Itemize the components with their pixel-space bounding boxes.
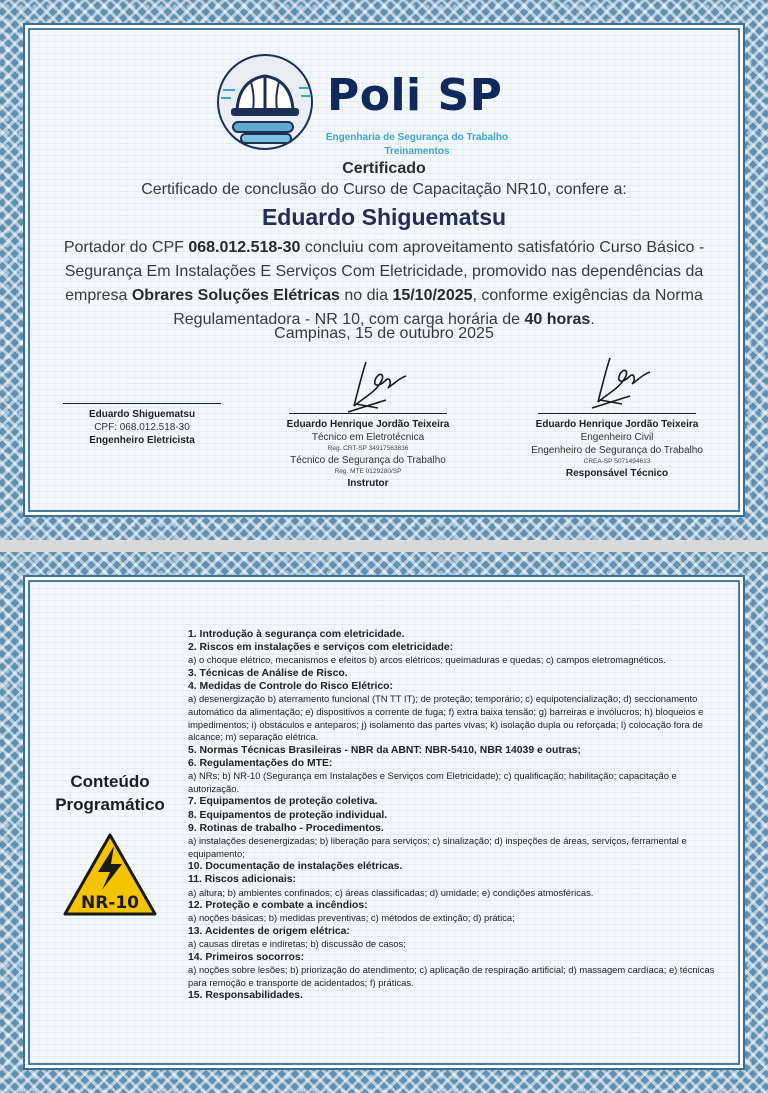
- syllabus-item-heading: 14. Primeiros socorros:: [188, 951, 305, 963]
- syllabus-item-heading: 8. Equipamentos de proteção individual.: [188, 809, 388, 821]
- body-text: no dia: [339, 287, 393, 304]
- syllabus-item-heading: 3. Técnicas de Análise de Risco.: [188, 668, 348, 679]
- syllabus-item-heading: 6. Regulamentações do MTE:: [188, 757, 333, 769]
- syllabus-item-heading: 10. Documentação de instalações elétricas.: [188, 861, 403, 873]
- brand-subtitle-line-2: Treinamentos: [384, 146, 450, 157]
- syllabus-item-detail: a) NRs; b) NR-10 (Segurança em Instalações e Serviços com Eletricidade); c) qualificação; habilitação; capacitação e autorização.: [188, 770, 677, 794]
- safety-helmet-logo-icon: [215, 52, 315, 152]
- signature-instructor: [258, 413, 478, 490]
- syllabus-item-detail: a) noções sobre lesões; b) priorização do atendimento; c) aplicação de respiração artificial; d) massagem cardíaca; e) técnicas para remoção e transporte de acidentados; f) práticas.: [188, 963, 715, 988]
- syllabus-item: [188, 744, 723, 757]
- syllabus-item-detail: a) causas diretas e indiretas; b) discussão de casos;: [188, 938, 406, 950]
- syllabus-item: [188, 680, 723, 744]
- syllabus-title-line-1: Conteúdo: [70, 772, 150, 791]
- syllabus-title-line-2: Programático: [55, 795, 165, 814]
- body-text: concluiu com aproveitamento satisfatório Curso Básico - Segurança Em Instalações E Serviços Com Eletricidade, promovido nas dependências da empresa: [64, 239, 705, 304]
- signature-student: [32, 403, 252, 447]
- recipient-name: Eduardo Shiguematsu: [261, 204, 507, 230]
- certificate-label: Certificado: [342, 160, 426, 177]
- brand-subtitle: [322, 131, 512, 159]
- signer-title: Técnico de Segurança do Trabalho: [290, 455, 446, 466]
- signer-role: Engenheiro Eletricista: [89, 435, 195, 446]
- brand-subtitle-line-1: Engenharia de Segurança do Trabalho: [325, 132, 509, 143]
- syllabus-item: [188, 860, 723, 873]
- signer-name: Eduardo Shiguematsu: [88, 409, 196, 420]
- syllabus-item-heading: 2. Riscos em instalações e serviços com eletricidade:: [188, 642, 454, 654]
- syllabus-item: [188, 757, 723, 795]
- syllabus-item-detail: a) o choque elétrico, mecanismos e efeitos b) arcos elétricos; queimaduras e quedas; c) campos eletromagnéticos.: [188, 654, 666, 666]
- syllabus-item: [188, 989, 723, 1002]
- certificate-page: [0, 0, 768, 540]
- signer-name: Eduardo Henrique Jordão Teixeira: [535, 419, 699, 430]
- place-and-date: Campinas, 15 de outubro 2025: [274, 325, 494, 342]
- signer-cpf: CPF: 068.012.518-30: [94, 422, 190, 433]
- signature-line: [289, 413, 447, 414]
- signer-title: Engenheiro de Segurança do Trabalho: [531, 445, 703, 456]
- syllabus-list: [188, 628, 723, 1002]
- brand-name: Poli SP: [327, 70, 503, 121]
- syllabus-item: [188, 628, 723, 641]
- body-text: , conforme exigências da Norma Regulamentadora - NR 10, com carga horária de: [173, 287, 703, 328]
- syllabus-item: [188, 641, 723, 667]
- signature-line: [538, 413, 696, 414]
- body-text: Portador do CPF: [63, 239, 189, 256]
- signer-role: Responsável Técnico: [565, 468, 669, 479]
- syllabus-item-heading: 4. Medidas de Controle do Risco Elétrico:: [188, 681, 393, 693]
- course-hours: 40 horas: [524, 311, 591, 328]
- signer-registration: Reg. MTE 0129280/SP: [334, 468, 402, 475]
- syllabus-item-detail: a) desenergização b) aterramento funcional (TN TT IT); de proteção; temporário; c) equipotencialização; d) seccionamento automático da alimentação; e) dispositivos a corrente de fuga; f) extra baixa tensão; g) barreiras e invólucros; h) bloqueios e impedimentos; i) obstáculos e anteparos; j) isolamento das partes vivas; k) isolação dupla ou reforçada; l) colocação fora de alcance; m) separação elétrica.: [188, 693, 704, 743]
- syllabus-page: [0, 552, 768, 1093]
- syllabus-item: [188, 899, 723, 925]
- company-name: Obrares Soluções Elétricas: [131, 287, 340, 304]
- signer-registration: Reg. CRT-SP 34917563836: [327, 445, 409, 452]
- responsible-handwritten-signature-icon: [580, 352, 660, 412]
- signer-role: Instrutor: [347, 478, 389, 489]
- nr10-sign-text: NR-10: [80, 893, 140, 913]
- signer-title: Técnico em Eletrotécnica: [311, 432, 425, 443]
- signature-responsible: [507, 413, 727, 480]
- syllabus-item-heading: 12. Proteção e combate a incêndios:: [188, 900, 368, 912]
- syllabus-item: [188, 795, 723, 808]
- syllabus-item-heading: 7. Equipamentos de proteção coletiva.: [188, 796, 378, 808]
- syllabus-item-heading: 15. Responsabilidades.: [188, 990, 303, 1002]
- syllabus-item-detail: a) altura; b) ambientes confinados; c) áreas classificadas; d) umidade; e) condições atmosféricas.: [188, 886, 594, 898]
- signature-line: [63, 403, 221, 404]
- certificate-body: [50, 236, 718, 332]
- syllabus-item: [188, 809, 723, 822]
- syllabus-item: [188, 873, 723, 899]
- certificate-intro: Certificado de conclusão do Curso de Capacitação NR10, confere a:: [141, 181, 627, 198]
- syllabus-item: [188, 667, 723, 680]
- high-voltage-warning-icon: [62, 832, 158, 918]
- syllabus-item: [188, 925, 723, 951]
- instructor-handwritten-signature-icon: [336, 356, 416, 416]
- syllabus-item: [188, 951, 723, 989]
- syllabus-item-heading: 5. Normas Técnicas Brasileiras - NBR da ABNT: NBR-5410, NBR 14039 e outras;: [188, 744, 581, 756]
- syllabus-item-heading: 1. Introdução à segurança com eletricidade.: [188, 629, 405, 640]
- syllabus-item-heading: 9. Rotinas de trabalho - Procedimentos.: [188, 822, 384, 834]
- syllabus-item-detail: a) noções básicas; b) medidas preventivas; c) métodos de extinção; d) prática;: [188, 912, 515, 924]
- recipient-cpf: 068.012.518-30: [188, 239, 301, 256]
- syllabus-item-heading: 13. Acidentes de origem elétrica:: [188, 925, 350, 937]
- page-separator: [0, 540, 768, 552]
- signer-registration: CREA-SP 5071494613: [583, 458, 651, 465]
- course-date: 15/10/2025: [392, 287, 473, 304]
- syllabus-item-detail: a) instalações desenergizadas; b) liberação para serviços; c) sinalização; d) inspeções de áreas, serviços, ferramental e equipamento;: [188, 834, 687, 859]
- signer-title: Engenheiro Civil: [580, 432, 654, 443]
- syllabus-title: [40, 770, 180, 816]
- signer-name: Eduardo Henrique Jordão Teixeira: [286, 419, 450, 430]
- body-text: .: [590, 311, 595, 328]
- syllabus-item: [188, 822, 723, 860]
- syllabus-item-heading: 11. Riscos adicionais:: [188, 874, 296, 886]
